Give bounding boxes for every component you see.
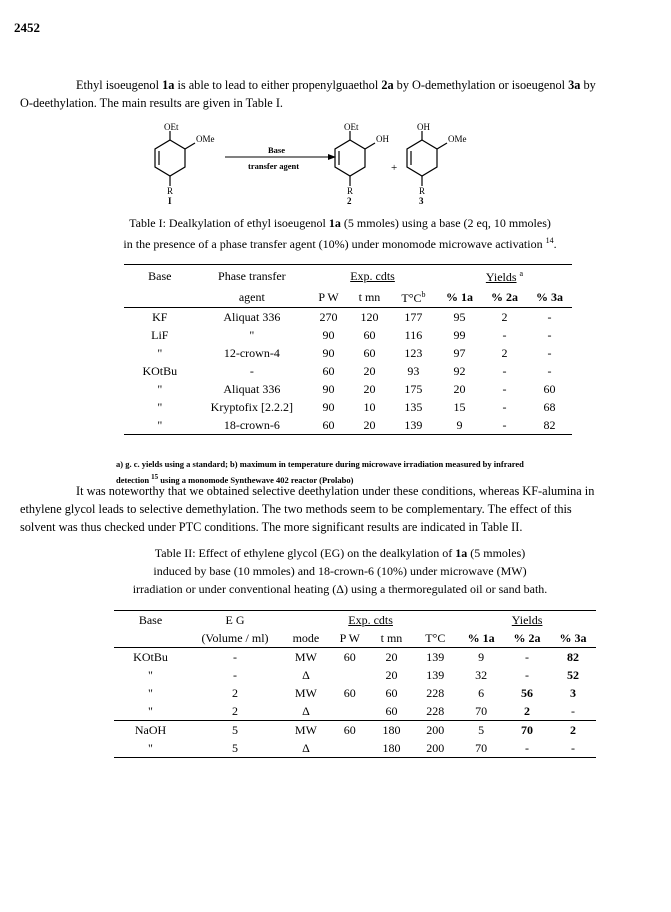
table-cell: KF [152, 310, 168, 324]
header-empty [124, 286, 196, 308]
table-cell: 9 [456, 418, 463, 432]
table-cell: MW [294, 686, 317, 700]
table-cell: 99 [453, 328, 466, 342]
para1-compound: 3a [568, 78, 581, 92]
caption-reference: 14 [545, 236, 554, 245]
col-header-pt: Phase transfer [218, 268, 286, 283]
table-cell: 2 [232, 704, 238, 718]
table-row [114, 721, 596, 740]
table-cell: " [157, 400, 163, 414]
table-cell: 135 [404, 400, 423, 414]
footnote-text: using a monomode Synthewave 402 reactor (Prolabo) [158, 474, 354, 485]
table-row [124, 398, 572, 416]
table-cell: 139 [426, 650, 445, 664]
table-cell: - [502, 364, 507, 378]
molecule-1 [155, 131, 195, 186]
table-cell: 228 [426, 704, 445, 718]
table1-header-row2 [124, 286, 572, 308]
col-header-3a: % 3a [550, 629, 596, 648]
mol1-ome-label: OMe [196, 134, 215, 144]
table-cell: KOtBu [142, 364, 178, 378]
table-cell: 120 [360, 310, 379, 324]
plus-sign: + [391, 162, 398, 174]
table-cell: 20 [363, 364, 376, 378]
table-cell: 139 [404, 418, 423, 432]
table-cell: - [502, 382, 507, 396]
table-cell: 2 [232, 686, 238, 700]
table-row [114, 648, 596, 667]
col-header-pw: P W [329, 629, 371, 648]
table-cell: 20 [363, 418, 376, 432]
footnote-text: detection [116, 474, 152, 485]
table-cell: 20 [363, 382, 376, 396]
mol1-r-label: R [167, 186, 174, 196]
header-empty [114, 629, 187, 648]
table-cell: 70 [475, 704, 488, 718]
table-cell: 18-crown-6 [223, 418, 280, 432]
table-cell: 60 [363, 328, 376, 342]
table-cell: " [148, 686, 153, 700]
table-cell: 200 [412, 721, 458, 740]
table-cell: - [525, 668, 530, 682]
col-header-2a: % 2a [504, 629, 550, 648]
table-cell: 2 [550, 721, 596, 740]
page-number: 2452 [14, 20, 40, 35]
col-header-base: Base [148, 268, 172, 283]
reaction-scheme [140, 120, 520, 210]
table-cell: MW [294, 650, 317, 664]
table-cell: - [547, 364, 552, 378]
table2 [114, 610, 596, 758]
mol2-r-label: R [347, 186, 354, 196]
caption-compound: 1a [455, 546, 468, 560]
caption-compound: 1a [328, 216, 341, 230]
table-cell: - [547, 310, 552, 324]
table-cell: LiF [151, 328, 169, 342]
table-row [114, 684, 596, 702]
mol1-number: I [168, 196, 172, 206]
caption-text: (5 mmoles) [467, 546, 526, 560]
col-header-t: t mn [371, 629, 413, 648]
table-row [124, 362, 572, 380]
table-cell: 60 [322, 418, 335, 432]
col-header-yields [437, 265, 572, 287]
para1-text: is able to lead to either propenylguaethol [174, 78, 382, 92]
table-cell: 56 [521, 686, 534, 700]
mol3-number: 3 [419, 196, 424, 206]
footnote-line1: a) g. c. yields using a standard; b) maximum in temperature during microwave irradiation measured by infrared [116, 459, 524, 469]
table-row [114, 702, 596, 721]
table-cell [329, 666, 371, 684]
table-cell: 32 [475, 668, 488, 682]
table-cell: 20 [453, 382, 466, 396]
col-header-temp [390, 286, 437, 308]
table-cell: 6 [478, 686, 485, 700]
temp-label: T°C [401, 291, 422, 305]
table-cell: Aliquat 336 [223, 382, 281, 396]
mol2-number: 2 [347, 196, 352, 206]
table-cell: " [157, 382, 163, 396]
col-header-eg: E G [225, 613, 245, 627]
table-cell: 97 [453, 346, 466, 360]
col-header-volume: (Volume / ml) [187, 629, 283, 648]
table-cell: - [233, 650, 237, 664]
table-cell [329, 739, 371, 758]
col-header-mode: mode [283, 629, 329, 648]
para1-text: by O-deethylation. The main results are given in Table I. [20, 78, 596, 110]
intro-paragraph [20, 76, 610, 112]
table-cell: 90 [322, 328, 335, 342]
table-cell: 5 [187, 721, 283, 740]
table-cell: 60 [363, 346, 376, 360]
table-cell: 93 [407, 364, 420, 378]
table-cell: 2 [501, 346, 508, 360]
yields-footnote-mark: a [519, 269, 524, 278]
table-cell: 200 [426, 741, 445, 755]
table-cell: 60 [343, 650, 356, 664]
table-cell: Kryptofix [2.2.2] [210, 400, 293, 414]
table1-header-row1 [124, 265, 572, 287]
col-header-2a: % 2a [482, 286, 527, 308]
arrow-base-label: Base [268, 145, 285, 155]
table-row [114, 666, 596, 684]
table-cell: 180 [371, 721, 413, 740]
table-cell: 12-crown-4 [223, 346, 280, 360]
mol3-oh-label: OH [417, 122, 430, 132]
caption-text: in the presence of a phase transfer agent (10%) under monomode microwave activation [123, 237, 546, 251]
table-cell: 116 [404, 328, 423, 342]
table-cell: 70 [504, 721, 550, 740]
table-cell: 3 [569, 686, 576, 700]
col-header-base: Base [138, 613, 163, 627]
col-header-pw: P W [308, 286, 349, 308]
table-cell: KOtBu [133, 650, 168, 664]
table-cell: 60 [322, 364, 335, 378]
col-header-t: t mn [349, 286, 390, 308]
mol2-oh-label: OH [376, 134, 389, 144]
table-cell: - [547, 328, 552, 342]
col-header-1a: % 1a [437, 286, 482, 308]
table-cell: " [157, 346, 163, 360]
table-cell: 20 [385, 668, 398, 682]
table-cell [329, 702, 371, 721]
table-cell: " [249, 328, 255, 342]
table-cell: 90 [322, 346, 335, 360]
para1-compound: 1a [162, 78, 175, 92]
molecule-3 [407, 131, 447, 186]
table-cell: - [502, 400, 507, 414]
table-cell: 90 [322, 400, 335, 414]
caption-text: Table I: Dealkylation of ethyl isoeugenol [129, 216, 329, 230]
table-cell: " [148, 741, 153, 755]
para2-text: It was noteworthy that we obtained selective deethylation under these conditions, whereas KF-alumina in ethylene glycol leads to selective demethylation. The two methods seem to be complementary. The effect of this solvent was thus checked under PTC conditions. The more significant results are indicated in Table II. [20, 484, 595, 534]
caption-text: . [553, 237, 557, 251]
table-cell: 5 [232, 741, 238, 755]
table-cell: - [525, 741, 530, 755]
table-cell: 60 [343, 686, 356, 700]
para1-compound: 2a [381, 78, 394, 92]
para1-text: by O-demethylation or isoeugenol [393, 78, 569, 92]
table-cell: 95 [453, 310, 466, 324]
table1-caption-line2 [20, 232, 660, 253]
table-cell: - [570, 741, 575, 755]
table-cell: 139 [426, 668, 445, 682]
table-cell: Δ [302, 668, 310, 682]
para1-text: Ethyl isoeugenol [76, 78, 163, 92]
table-cell: - [525, 650, 530, 664]
yields-label: Yields [511, 613, 543, 627]
table-cell: " [157, 418, 163, 432]
reaction-scheme-drawing [140, 120, 520, 210]
table-row [124, 326, 572, 344]
table-cell: " [148, 668, 153, 682]
table-cell: 10 [363, 400, 376, 414]
table-cell: 90 [322, 382, 335, 396]
table-cell: - [233, 668, 237, 682]
table-cell: 228 [426, 686, 445, 700]
table-cell: 20 [385, 650, 398, 664]
table-cell: - [249, 364, 254, 378]
table2-caption-line2: induced by base (10 mmoles) and 18-crown-6 (10%) under microwave (MW) [153, 564, 527, 578]
table-cell: - [570, 704, 575, 718]
table2-body [114, 648, 596, 758]
exp-cdts-label: Exp. cdts [348, 613, 393, 627]
molecule-2 [335, 131, 375, 186]
table1-body [124, 308, 572, 435]
table-row [124, 344, 572, 362]
col-header-1a: % 1a [458, 629, 504, 648]
col-header-agent: agent [196, 286, 309, 308]
mol1-oet-label: OEt [164, 122, 179, 132]
table-cell: 52 [566, 668, 579, 682]
table-cell: Aliquat 336 [223, 310, 281, 324]
mol3-r-label: R [419, 186, 426, 196]
table-cell: 2 [524, 704, 531, 718]
table-cell: Δ [302, 704, 310, 718]
table-cell: 270 [319, 310, 338, 324]
table-cell: " [148, 704, 153, 718]
col-header-3a: % 3a [527, 286, 572, 308]
table1-caption [20, 214, 660, 253]
table-cell: - [502, 328, 507, 342]
table-cell: 177 [404, 310, 423, 324]
arrow-agent-label: transfer agent [248, 161, 300, 171]
footnote-reference: 15 [151, 473, 159, 481]
table-row [124, 308, 572, 327]
second-paragraph [20, 482, 610, 536]
table-cell: 9 [478, 650, 485, 664]
table-cell: 15 [453, 400, 466, 414]
mol2-oet-label: OEt [344, 122, 359, 132]
table-cell: 92 [453, 364, 466, 378]
col-header-temp: T°C [412, 629, 458, 648]
table-cell: 60 [385, 686, 398, 700]
col-header-exp [308, 265, 437, 287]
table-cell: 82 [566, 650, 579, 664]
table-cell: - [502, 418, 507, 432]
table-cell: 175 [404, 382, 423, 396]
exp-cdts-label: Exp. cdts [350, 268, 395, 283]
table-cell: Δ [302, 741, 310, 755]
table-row [124, 380, 572, 398]
table-row [114, 739, 596, 758]
col-header-yields [458, 611, 596, 630]
yields-label: Yields [485, 270, 517, 284]
table-cell: 2 [501, 310, 508, 324]
table-cell: NaOH [114, 721, 187, 740]
caption-text: Table II: Effect of ethylene glycol (EG) on the dealkylation of [154, 546, 456, 560]
table-cell: 82 [543, 418, 556, 432]
table1-caption-line1 [20, 214, 660, 232]
table-cell: 60 [385, 704, 398, 718]
table2-header-row1 [114, 611, 596, 630]
table-cell: 180 [382, 741, 401, 755]
table-cell: MW [283, 721, 329, 740]
table-cell: 60 [329, 721, 371, 740]
col-header-exp [283, 611, 458, 630]
table-cell: 60 [543, 382, 556, 396]
table-cell: 70 [475, 741, 488, 755]
table2-caption [20, 544, 660, 598]
table2-caption-line1 [20, 544, 660, 562]
table-cell: - [547, 346, 552, 360]
table-cell: 123 [404, 346, 423, 360]
caption-text: (5 mmoles) using a base (2 eq, 10 mmoles) [340, 216, 551, 230]
table2-caption-line3: irradiation or under conventional heating (Δ) using a thermoregulated oil or sand bath. [132, 582, 548, 596]
temp-footnote-mark: b [421, 290, 426, 299]
table-cell: 5 [458, 721, 504, 740]
table-row [124, 416, 572, 435]
table2-header-row2 [114, 629, 596, 648]
mol3-ome-label: OMe [448, 134, 467, 144]
table1 [124, 264, 572, 435]
table-cell: 68 [543, 400, 556, 414]
